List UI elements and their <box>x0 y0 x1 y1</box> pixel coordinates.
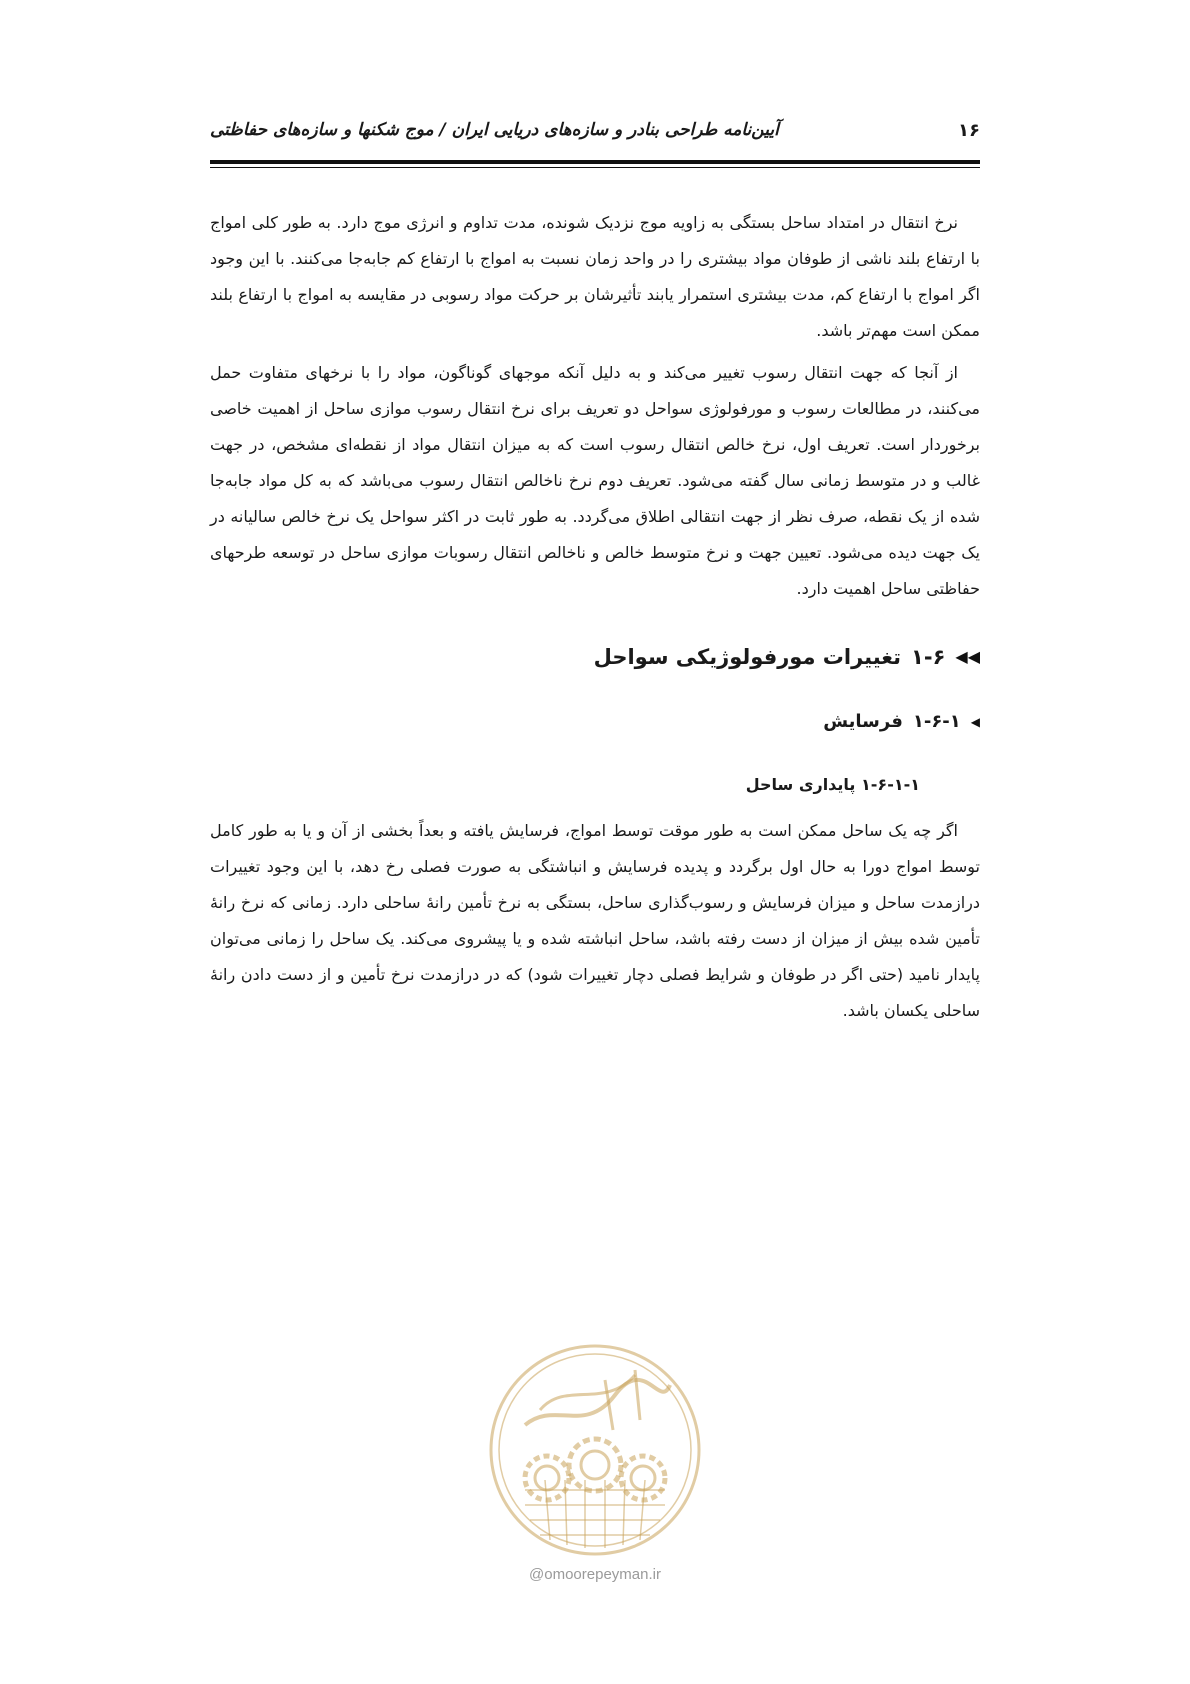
page-header <box>210 120 980 154</box>
running-title: آیین‌نامه طراحی بنادر و سازه‌های دریایی ایران / موج شکنها و سازه‌های حفاظتی <box>210 120 779 140</box>
body-content <box>210 205 980 1029</box>
section-heading <box>210 639 980 675</box>
section-title: تغییرات مورفولوژیکی سواحل <box>593 645 902 669</box>
arrow-icon: ◀ <box>970 715 980 729</box>
paragraph-transport-definitions: از آنجا که جهت انتقال رسوب تغییر می‌کند و به دلیل آنکه موجهای گوناگون، مواد را با نرخهای متفاوت حمل می‌کنند، در مطالعات رسوب و مورفولوژی سواحل دو تعریف برای نرخ انتقال رسوب موازی ساحل از اهمیت خاصی برخوردار است. تعریف اول، نرخ خالص انتقال رسوب است که به میزان انتقال مواد از نقطه‌ای مشخص، در جهت غالب و در متوسط زمانی سال گفته می‌شود. تعریف دوم نرخ ناخالص انتقال رسوب می‌باشد که به کل مواد جابه‌جا شده از یک نقطه، صرف نظر از جهت انتقالی اطلاق می‌گردد. به طور ثابت در اکثر سواحل یک نرخ خالص سالیانه در یک جهت دیده می‌شود. تعیین جهت و نرخ متوسط خالص و ناخالص انتقال رسوبات موازی ساحل در توسعه طرحهای حفاظتی ساحل اهمیت دارد. <box>210 363 980 598</box>
subsection-heading <box>210 705 980 739</box>
publisher-seal-logo <box>485 1340 705 1560</box>
header-rule-thick <box>210 160 980 164</box>
subsubsection-heading <box>210 769 980 801</box>
subsubsection-title: پایداری ساحل <box>745 775 856 794</box>
paragraph-transport-rate: نرخ انتقال در امتداد ساحل بستگی به زاویه موج نزدیک شونده، مدت تداوم و انرژی موج دارد. به طور کلی امواج با ارتفاع بلند ناشی از طوفان مواد بیشتری را در واحد زمان نسبت به امواج با ارتفاع کم جابه‌جا می‌کنند. با این وجود اگر امواج با ارتفاع کم، مدت بیشتری استمرار یابند تأثیرشان بر حرکت مواد رسوبی در مقایسه به امواج با ارتفاع بلند ممکن است مهم‌تر باشد. <box>210 213 980 340</box>
subsection-number: ۱-۶-۱ <box>912 711 961 732</box>
page-number: ۱۶ <box>958 120 980 141</box>
header-rule-thin <box>210 167 980 168</box>
seal-caption: @omoorepeyman.ir <box>529 1566 661 1583</box>
paragraph-beach-stability: اگر چه یک ساحل ممکن است به طور موقت توسط امواج، فرسایش یافته و بعداً بخشی از آن و یا به طور کامل توسط امواج دورا به حال اول برگردد و پدیده فرسایش و انباشتگی به صورت فصلی رخ دهد، با این وجود تغییرات درازمدت ساحل و میزان فرسایش و رسوب‌گذاری ساحل، بستگی به نرخ تأمین رانهٔ ساحلی دارد. زمانی که نرخ رانهٔ تأمین شده بیش از میزان از دست رفته باشد، ساحل انباشته شده و یا پیشروی می‌کند. یک ساحل را زمانی می‌توان پایدار نامید (حتی اگر در طوفان و شرایط فصلی دچار تغییرات شود) که در درازمدت نرخ تأمین و از دست دادن رانهٔ ساحلی یکسان باشد. <box>210 821 980 1020</box>
subsection-title: فرسایش <box>823 711 903 732</box>
double-arrow-icon: ◀◀ <box>955 647 980 666</box>
section-number: ۱-۶ <box>911 645 946 669</box>
subsubsection-number: ۱-۶-۱-۱ <box>861 775 920 794</box>
